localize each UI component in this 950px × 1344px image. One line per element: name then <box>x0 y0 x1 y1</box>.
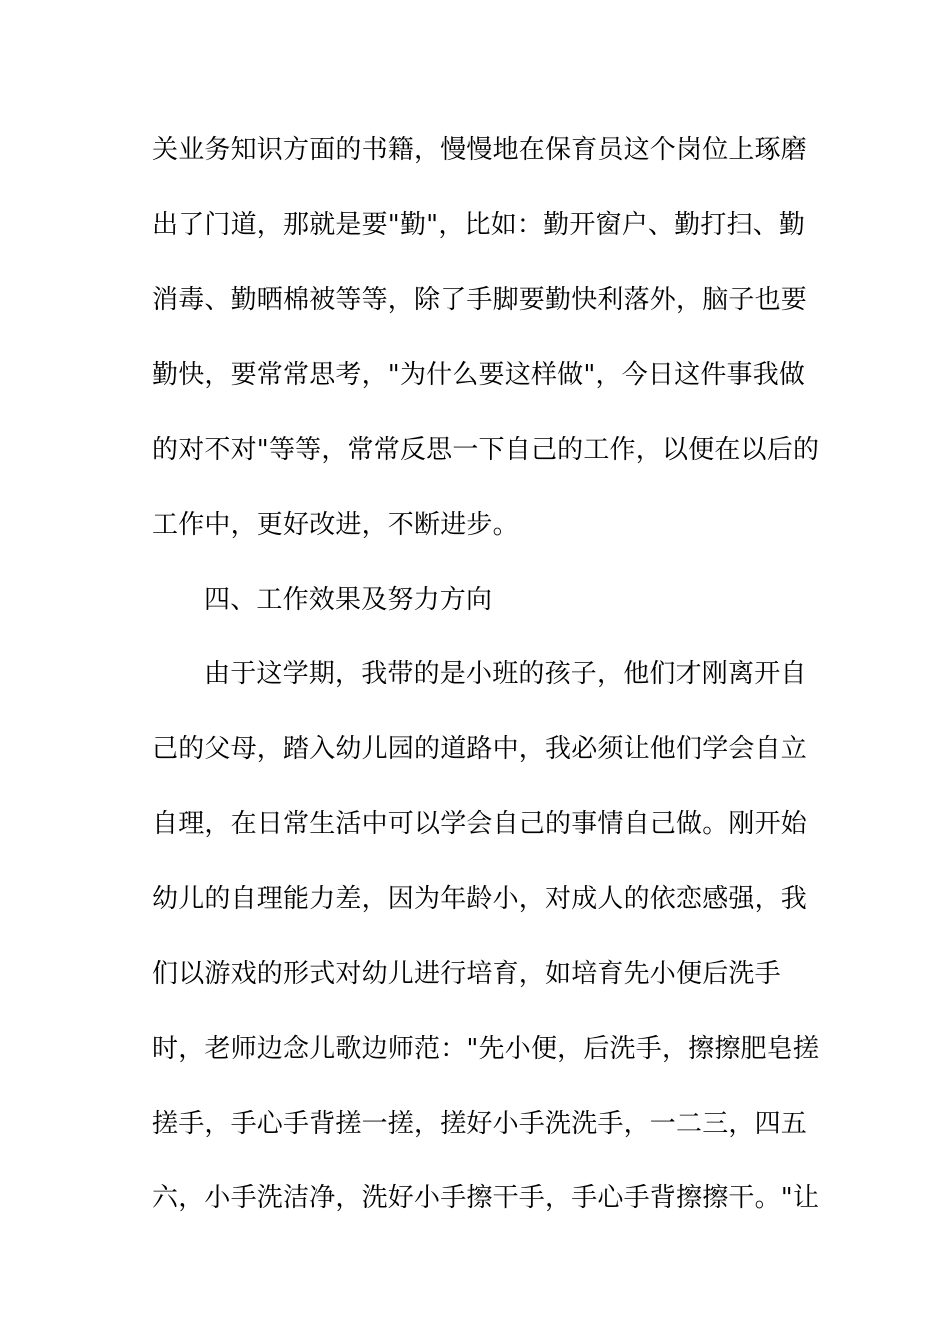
text-line: 工作中，更好改进，不断进步。 <box>152 510 519 540</box>
paragraph-first-line: 由于这学期，我带的是小班的孩子，他们才刚离开自 <box>204 659 807 689</box>
section-heading: 四、工作效果及努力方向 <box>204 585 493 615</box>
text-line: 勤快，要常常思考，"为什么要这样做"，今日这件事我做 <box>152 360 806 390</box>
text-line: 自理，在日常生活中可以学会自己的事情自己做。刚开始 <box>152 809 808 839</box>
text-line: 时，老师边念儿歌边师范："先小便，后洗手，擦擦肥皂搓 <box>152 1034 820 1064</box>
text-line: 出了门道，那就是要"勤"，比如：勤开窗户、勤打扫、勤 <box>152 210 806 240</box>
text-line: 关业务知识方面的书籍，慢慢地在保育员这个岗位上琢磨 <box>152 135 808 165</box>
text-line: 幼儿的自理能力差，因为年龄小，对成人的依恋感强，我 <box>152 884 808 914</box>
text-line: 消毒、勤晒棉被等等，除了手脚要勤快利落外，脑子也要 <box>152 285 808 315</box>
text-line: 六，小手洗洁净，洗好小手擦干手，手心手背擦擦干。"让 <box>152 1183 820 1213</box>
text-line: 搓手，手心手背搓一搓，搓好小手洗洗手，一二三，四五 <box>152 1109 808 1139</box>
text-line: 己的父母，踏入幼儿园的道路中，我必须让他们学会自立 <box>152 734 808 764</box>
text-line: 的对不对"等等，常常反思一下自己的工作，以便在以后的 <box>152 435 820 465</box>
text-line: 们以游戏的形式对幼儿进行培育，如培育先小便后洗手 <box>152 959 781 989</box>
